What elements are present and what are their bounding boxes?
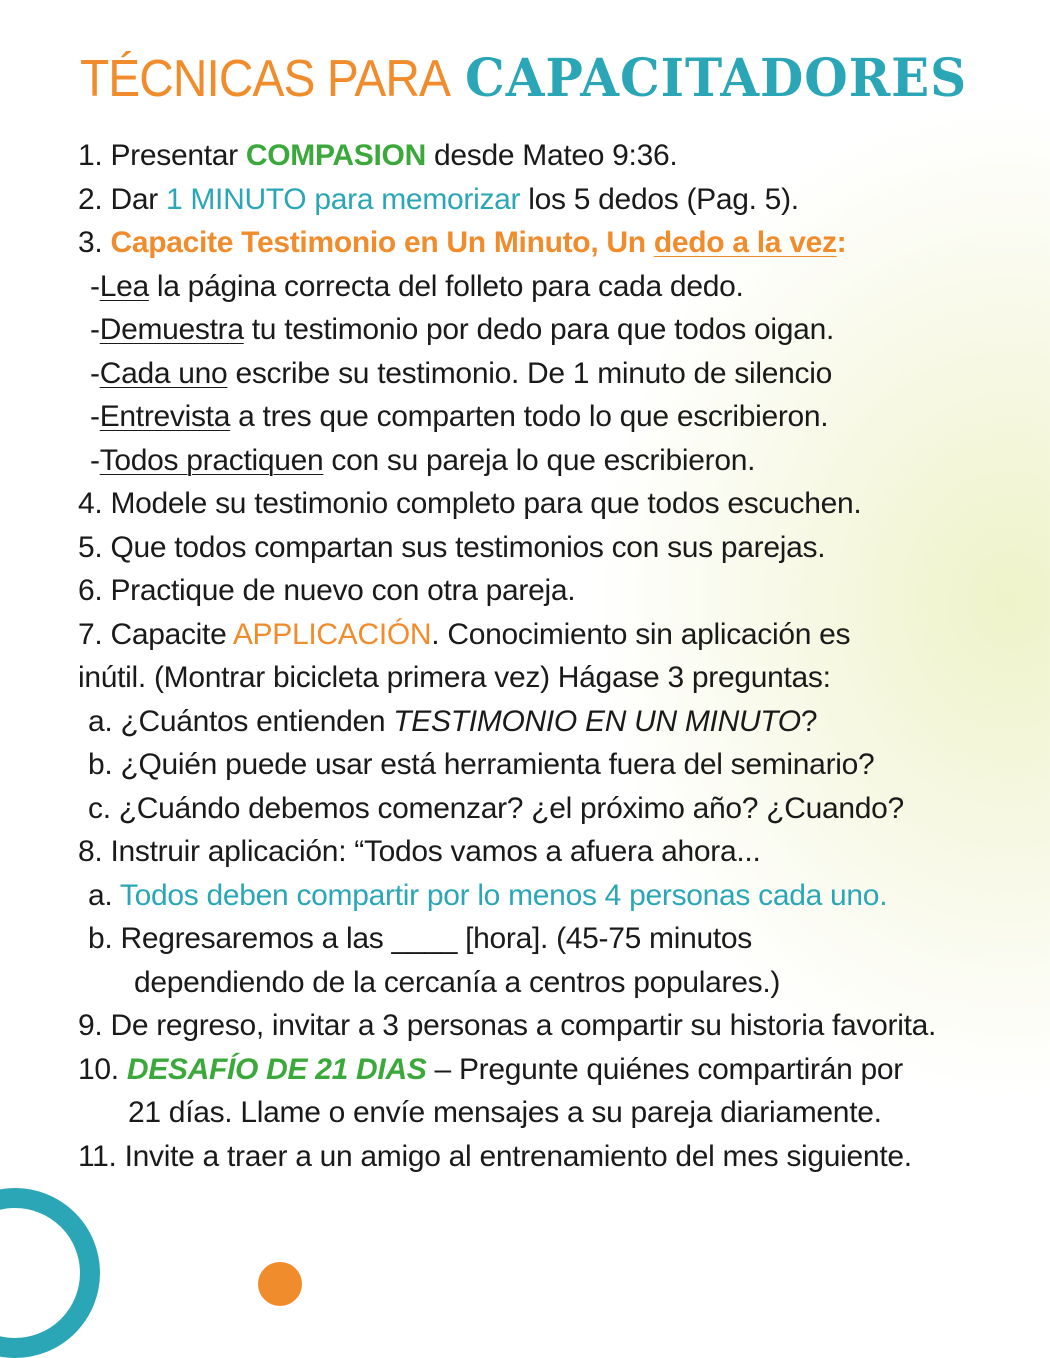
steps-list [78, 134, 1038, 1178]
step-2: 2. Dar 1 MINUTO para memorizar los 5 dedos (Pag. 5). [78, 182, 799, 216]
highlight-dedo-a-la-vez: dedo a la vez [653, 226, 837, 259]
step-8: 8. Instruir aplicación: “Todos vamos a afuera ahora... [78, 835, 761, 868]
highlight-capacite: Capacite Testimonio en Un Minuto, Un [110, 226, 654, 259]
highlight-desafio: DESAFÍO DE 21 DIAS [126, 1052, 427, 1086]
step-8-b-continued: dependiendo de la cercanía a centros populares.) [134, 965, 781, 999]
page-number-dot [258, 1262, 302, 1306]
step-9: 9. De regreso, invitar a 3 personas a compartir su historia favorita. [78, 1009, 937, 1042]
decorative-arc [0, 1188, 100, 1358]
question-b: b. ¿Quién puede usar está herramienta fuera del seminario? [88, 748, 875, 781]
step-3: 3. Capacite Testimonio en Un Minuto, Un dedo a la vez: [78, 226, 847, 259]
question-a: a. ¿Cuántos entienden TESTIMONIO EN UN MINUTO? [88, 704, 818, 738]
step-1: 1. Presentar COMPASION desde Mateo 9:36. [78, 139, 678, 172]
question-c: c. ¿Cuándo debemos comenzar? ¿el próximo año? ¿Cuando? [88, 791, 904, 825]
highlight-todos-deben: Todos deben compartir por lo menos 4 personas cada uno. [119, 878, 888, 912]
page-title [80, 48, 988, 109]
step-8-b: b. Regresaremos a las ____ [hora]. (45-75 minutos [88, 922, 752, 955]
substep-entrevista: -Entrevista a tres que comparten todo lo que escribieron. [90, 400, 829, 433]
highlight-compasion: COMPASION [245, 139, 426, 172]
substep-lea: -Lea la página correcta del folleto para cada dedo. [90, 269, 744, 303]
substep-todos-practiquen: -Todos practiquen con su pareja lo que escribieron. [90, 443, 756, 477]
step-10-continued: 21 días. Llame o envíe mensajes a su pareja diariamente. [128, 1096, 882, 1129]
highlight-applicacion: APPLICACIÓN [232, 617, 432, 651]
step-7-continued: inútil. (Montrar bicicleta primera vez) Hágase 3 preguntas: [78, 661, 831, 694]
step-5: 5. Que todos compartan sus testimonios con sus parejas. [78, 530, 826, 564]
step-7: 7. Capacite APPLICACIÓN. Conocimiento sin aplicación es [78, 617, 851, 651]
title-part1: TÉCNICAS PARA [80, 50, 450, 108]
substep-cada-uno: -Cada uno escribe su testimonio. De 1 minuto de silencio [90, 356, 832, 390]
step-11: 11. Invite a traer a un amigo al entrenamiento del mes siguiente. [78, 1139, 912, 1173]
substep-demuestra: -Demuestra tu testimonio por dedo para que todos oigan. [90, 313, 834, 346]
step-8-a: a. Todos deben compartir por lo menos 4 personas cada uno. [88, 878, 888, 912]
step-4: 4. Modele su testimonio completo para que todos escuchen. [78, 487, 862, 520]
step-10: 10. DESAFÍO DE 21 DIAS – Pregunte quiénes compartirán por [78, 1052, 903, 1086]
title-part2: CAPACITADORES [464, 48, 967, 109]
highlight-1-minuto: 1 MINUTO para memorizar [165, 182, 521, 216]
step-6: 6. Practique de nuevo con otra pareja. [78, 574, 576, 607]
